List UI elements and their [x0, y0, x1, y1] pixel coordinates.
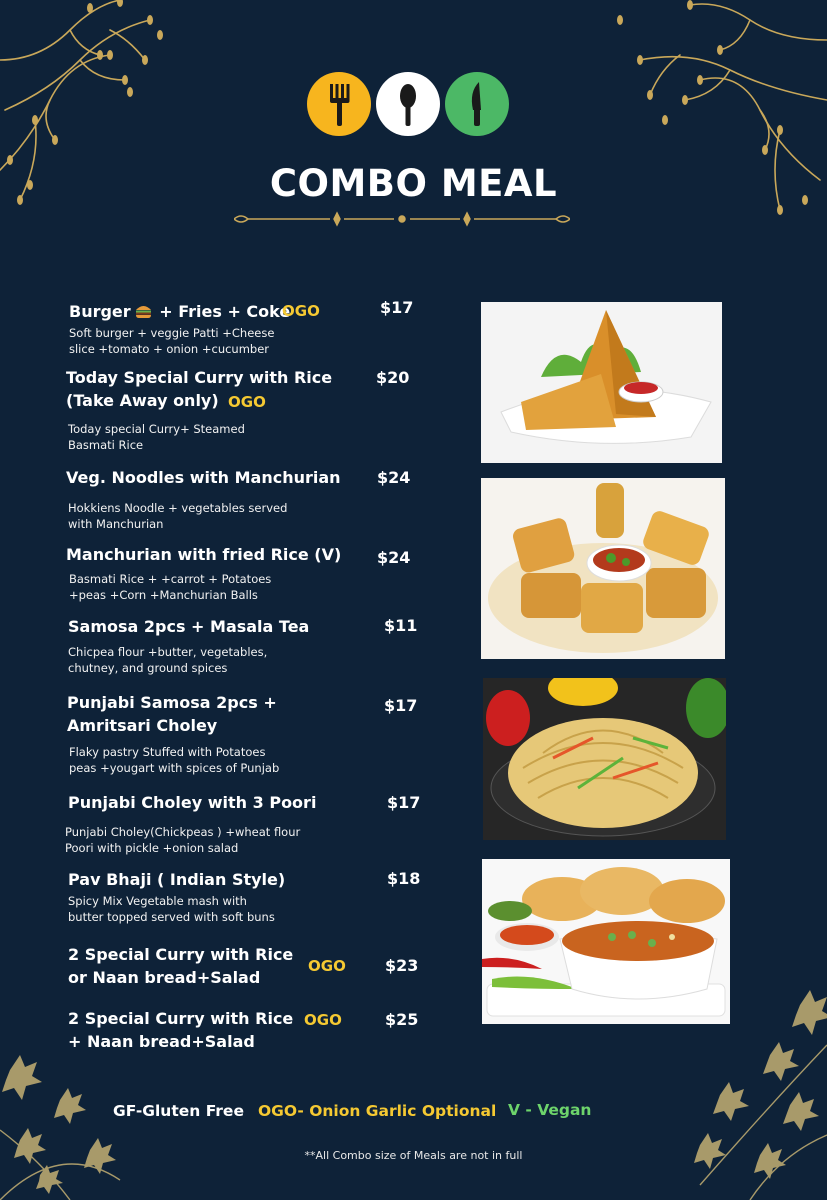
menu-item-price: $20	[376, 368, 410, 387]
menu-item-description: Punjabi Choley(Chickpeas ) +wheat flour Poori with pickle +onion salad	[65, 825, 301, 855]
menu-item-description: Today special Curry+ Steamed Basmati Rice	[68, 422, 245, 452]
menu-item-description: Basmati Rice + +carrot + Potatoes +peas +Corn +Manchurian Balls	[69, 572, 272, 602]
knife-icon	[445, 72, 509, 136]
menu-item-description: Spicy Mix Vegetable mash with butter topped served with soft buns	[68, 894, 275, 924]
menu-item-title: Today Special Curry with Rice (Take Away only)	[66, 368, 333, 410]
menu-item-title: Burger + Fries + Coke	[69, 302, 291, 321]
menu-item-description: Hokkiens Noodle + vegetables served with Manchurian	[68, 501, 288, 531]
ogo-badge: OGO	[304, 1011, 342, 1029]
title-divider-ornament	[234, 210, 570, 228]
menu-item-title: 2 Special Curry with Rice or Naan bread+Salad	[68, 945, 294, 987]
menu-item-price: $23	[385, 956, 419, 975]
noodles-photo	[483, 678, 726, 840]
menu-item-price: $24	[377, 468, 411, 487]
pav-bhaji-photo	[482, 859, 730, 1024]
menu-item-price: $24	[377, 548, 411, 567]
menu-item-title: Samosa 2pcs + Masala Tea	[68, 617, 310, 636]
ogo-badge: OGO	[308, 957, 346, 975]
menu-item-description: Chicpea flour +butter, vegetables, chutney, and ground spices	[68, 645, 268, 675]
menu-item-price: $18	[387, 869, 421, 888]
fork-icon	[307, 72, 371, 136]
ogo-badge: OGO	[282, 302, 320, 320]
legend-gluten-free: GF-Gluten Free	[113, 1102, 244, 1120]
legend-vegan: V - Vegan	[508, 1101, 592, 1119]
ogo-badge: OGO	[228, 393, 266, 411]
menu-item-title: Veg. Noodles with Manchurian	[66, 468, 341, 487]
page-title: COMBO MEAL	[269, 162, 558, 205]
restaurant-logo	[307, 72, 509, 136]
menu-item-title: Punjabi Choley with 3 Poori	[68, 793, 317, 812]
legend-onion-garlic-optional: OGO- Onion Garlic Optional	[258, 1102, 497, 1120]
footnote: **All Combo size of Meals are not in full	[304, 1149, 523, 1162]
menu-item-price: $25	[385, 1010, 419, 1029]
menu-item-title: Punjabi Samosa 2pcs + Amritsari Choley	[67, 693, 277, 735]
menu-item-price: $11	[384, 616, 418, 635]
menu-item-title: Manchurian with fried Rice (V)	[66, 545, 342, 564]
menu-item-price: $17	[387, 793, 421, 812]
samosa-photo	[481, 302, 722, 463]
spoon-icon	[376, 72, 440, 136]
menu-item-description: Soft burger + veggie Patti +Cheese slice +tomato + onion +cucumber	[69, 326, 275, 356]
pakora-photo	[481, 478, 725, 659]
menu-item-title: 2 Special Curry with Rice + Naan bread+Salad	[68, 1009, 294, 1051]
menu-item-description: Flaky pastry Stuffed with Potatoes peas +yougart with spices of Punjab	[69, 745, 280, 775]
menu-item-price: $17	[380, 298, 414, 317]
menu-item-price: $17	[384, 696, 418, 715]
menu-item-title: Pav Bhaji ( Indian Style)	[68, 870, 286, 889]
burger-emoji-icon	[135, 301, 152, 315]
